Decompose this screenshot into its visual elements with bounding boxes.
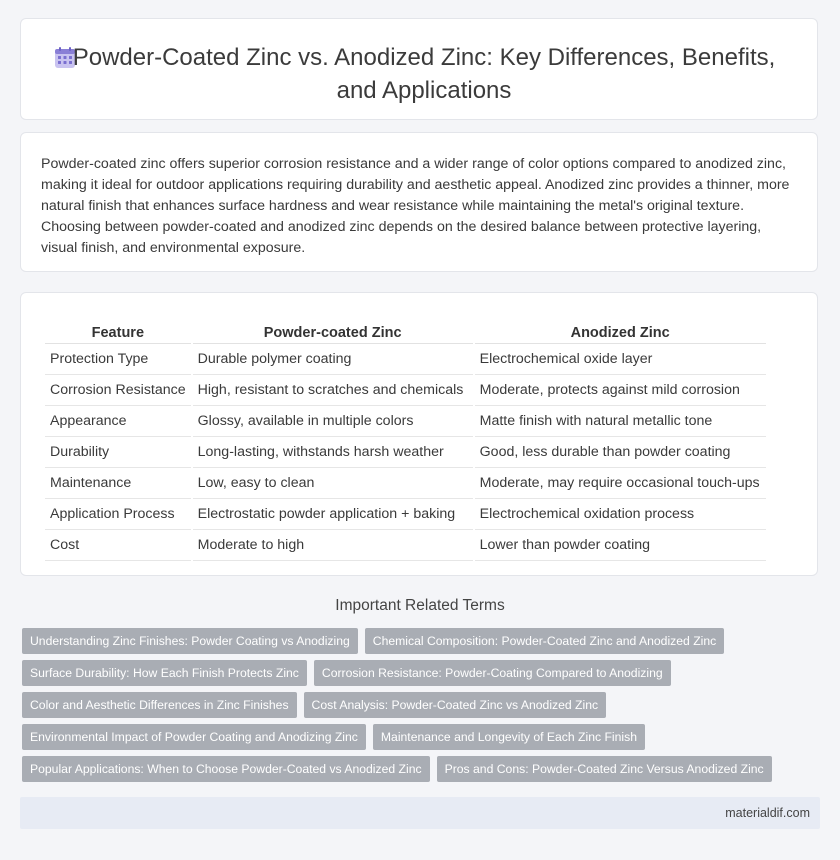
table-header-row [45, 311, 766, 344]
table-cell: Lower than powder coating [475, 530, 766, 561]
related-terms-list [22, 628, 802, 788]
related-term-link[interactable]: Color and Aesthetic Differences in Zinc Finishes [22, 692, 297, 718]
table-cell: Appearance [45, 406, 191, 437]
table-cell: Cost [45, 530, 191, 561]
header-card [20, 18, 818, 120]
footer-site-link[interactable]: materialdif.com [725, 806, 810, 820]
table-cell: Durability [45, 437, 191, 468]
table-cell: Protection Type [45, 344, 191, 375]
related-term-link[interactable]: Surface Durability: How Each Finish Protects Zinc [22, 660, 307, 686]
intro-card [20, 132, 818, 272]
table-row [45, 468, 766, 499]
table-cell: High, resistant to scratches and chemicals [193, 375, 473, 406]
related-term-link[interactable]: Pros and Cons: Powder-Coated Zinc Versus Anodized Zinc [437, 756, 772, 782]
header-powder-coated: Powder-coated Zinc [193, 311, 473, 344]
tag-row [22, 692, 802, 718]
table-cell: Electrostatic powder application + baking [193, 499, 473, 530]
related-term-link[interactable]: Chemical Composition: Powder-Coated Zinc and Anodized Zinc [365, 628, 724, 654]
related-term-link[interactable]: Environmental Impact of Powder Coating and Anodizing Zinc [22, 724, 366, 750]
table-cell: Corrosion Resistance [45, 375, 191, 406]
table-cell: Moderate, may require occasional touch-ups [475, 468, 766, 499]
tag-row [22, 756, 802, 782]
table-cell: Good, less durable than powder coating [475, 437, 766, 468]
related-terms-title: Important Related Terms [335, 597, 505, 614]
table-cell: Long-lasting, withstands harsh weather [193, 437, 473, 468]
footer [20, 797, 820, 829]
page-title: Powder-Coated Zinc vs. Anodized Zinc: Key Differences, Benefits, and Applications [72, 44, 776, 104]
table-cell: Low, easy to clean [193, 468, 473, 499]
table-row [45, 406, 766, 437]
table-cell: Glossy, available in multiple colors [193, 406, 473, 437]
table-cell: Moderate to high [193, 530, 473, 561]
related-term-link[interactable]: Corrosion Resistance: Powder-Coating Compared to Anodizing [314, 660, 671, 686]
related-term-link[interactable]: Cost Analysis: Powder-Coated Zinc vs Anodized Zinc [304, 692, 607, 718]
table-row [45, 375, 766, 406]
table-row [45, 437, 766, 468]
table-cell: Durable polymer coating [193, 344, 473, 375]
tag-row [22, 628, 802, 654]
header-feature: Feature [45, 311, 191, 344]
table-row [45, 499, 766, 530]
table-row [45, 530, 766, 561]
table-cell: Electrochemical oxide layer [475, 344, 766, 375]
table-cell: Maintenance [45, 468, 191, 499]
tag-row [22, 724, 802, 750]
tag-row [22, 660, 802, 686]
table-cell: Electrochemical oxidation process [475, 499, 766, 530]
comparison-table-card [20, 292, 818, 576]
header-anodized: Anodized Zinc [475, 311, 766, 344]
table-cell: Moderate, protects against mild corrosion [475, 375, 766, 406]
related-term-link[interactable]: Understanding Zinc Finishes: Powder Coating vs Anodizing [22, 628, 358, 654]
comparison-table [43, 311, 768, 561]
table-cell: Matte finish with natural metallic tone [475, 406, 766, 437]
table-cell: Application Process [45, 499, 191, 530]
table-row [45, 344, 766, 375]
related-term-link[interactable]: Maintenance and Longevity of Each Zinc Finish [373, 724, 645, 750]
related-term-link[interactable]: Popular Applications: When to Choose Powder-Coated vs Anodized Zinc [22, 756, 430, 782]
intro-paragraph: Powder-coated zinc offers superior corrosion resistance and a wider range of color options compared to anodized zinc, making it ideal for outdoor applications requiring durability and aesthetic appeal. Anodized zinc provides a thinner, more natural finish that enhances surface hardness and wear resistance while maintaining the metal's original texture. Choosing between powder-coated and anodized zinc depends on the desired balance between protective layering, visual finish, and environmental exposure. [41, 156, 790, 256]
